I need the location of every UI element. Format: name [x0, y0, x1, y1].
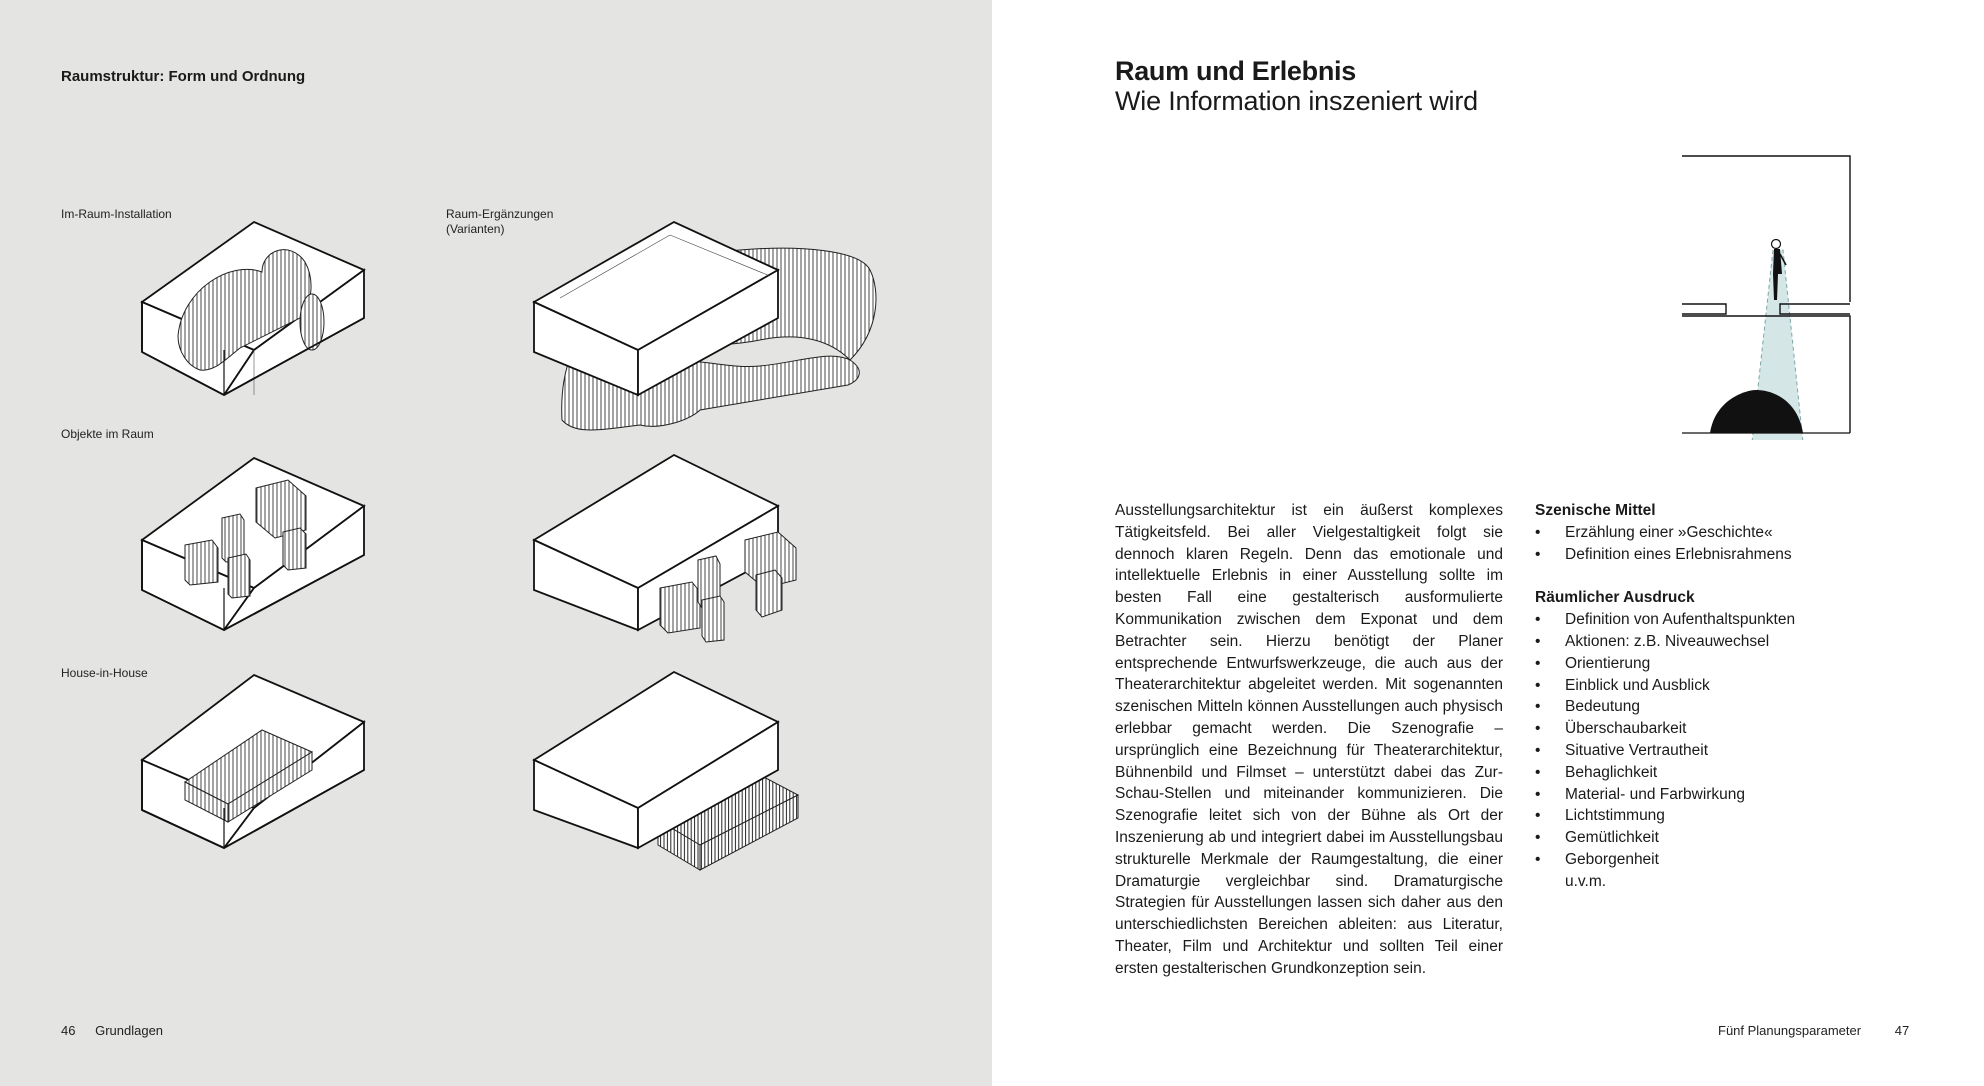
left-footer — [61, 1023, 163, 1038]
list-item: • Material- und Farbwirkung — [1535, 784, 1865, 806]
section-title: Raumstruktur: Form und Ordnung — [61, 68, 306, 85]
bullet: • — [1535, 523, 1541, 541]
bullet: • — [1535, 807, 1541, 825]
diagram-raum-ergaenzungen — [534, 222, 876, 430]
page-title: Raum und Erlebnis — [1115, 56, 1356, 86]
stage-illustration — [1670, 150, 1870, 440]
body-text: Ausstellungsarchitektur ist ein äußerst komplexes Tätigkeitsfeld. Bei aller Vielgestaltigkeit folgt sie dennoch klaren Regeln. Denn das emotionale und intellektuelle Erlebnis in einer Ausstellung sollte im besten Fall eine gestalterisch ausformulierte Kommunikation zwischen dem Exponat und dem Betrachter sein. Hierzu benötigt der Planer entsprechende Entwurfswerkzeuge, die auch aus der Theaterarchitektur abgeleitet werden. Mit sogenannten szenischen Mitteln können Ausstellungen auch physisch erlebbar gemacht werden. Die Szenografie – ursprünglich eine Bezeichnung für Theaterarchitektur, Bühnenbild und Filmset – unterstützt dabei das Zur-Schau-Stellen und miteinander kommunizieren. Die Szenografie leitet sich von der Bühne als Ort der Inszenierung ab und integriert dabei im Ausstellungsbau strukturelle Merkmale der Raumgestaltung, die einer Dramaturgie vergleichbar sind. Dramaturgische Strategien für Ausstellungen lassen sich daher aus den unterschiedlichsten Bereichen ableiten: aus Literatur, Theater, Film und Architektur und sollten Teil einer ersten gestalterischen Grundkonzeption sein. — [1115, 502, 1503, 977]
bullet: • — [1535, 632, 1541, 650]
bullet: • — [1535, 720, 1541, 738]
diagram-objekte-aussen — [534, 455, 796, 642]
raeumlicher-ausdruck-heading: Räumlicher Ausdruck — [1535, 589, 1695, 607]
bullet: • — [1535, 545, 1541, 563]
diagram-house-in-house — [142, 675, 364, 848]
diagram-volumen-unten — [534, 672, 798, 870]
bullet: • — [1535, 829, 1541, 847]
diagram-im-raum-installation — [142, 222, 364, 395]
label-im-raum-installation: Im-Raum-Installation — [61, 207, 172, 221]
sidebar — [1535, 500, 1865, 893]
list-item: • Gemütlichkeit — [1535, 827, 1865, 849]
list-item: • Geborgenheit — [1535, 849, 1865, 871]
bullet: • — [1535, 698, 1541, 716]
list-item: • Orientierung — [1535, 653, 1865, 675]
label-raum-ergaenzungen-line2: (Varianten) — [446, 222, 505, 236]
szenische-mittel-list — [1535, 522, 1865, 566]
sidebar-tail: u.v.m. — [1565, 872, 1607, 890]
label-objekte-im-raum: Objekte im Raum — [61, 427, 154, 441]
right-chapter: Fünf Planungsparameter — [1718, 1023, 1862, 1038]
list-item: • Definition von Aufenthaltspunkten — [1535, 609, 1865, 631]
list-item: • Definition eines Erlebnisrahmens — [1535, 544, 1865, 566]
list-item: • Erzählung einer »Geschichte« — [1535, 522, 1865, 544]
list-item: • Bedeutung — [1535, 696, 1865, 718]
list-item: • Einblick und Ausblick — [1535, 675, 1865, 697]
bullet: • — [1535, 850, 1541, 868]
list-item: • Behaglichkeit — [1535, 762, 1865, 784]
list-item: • Aktionen: z.B. Niveauwechsel — [1535, 631, 1865, 653]
bullet: • — [1535, 763, 1541, 781]
bullet: • — [1535, 611, 1541, 629]
bullet: • — [1535, 741, 1541, 759]
list-item: • Überschaubarkeit — [1535, 718, 1865, 740]
list-item: • Lichtstimmung — [1535, 805, 1865, 827]
label-raum-ergaenzungen-line1: Raum-Ergänzungen — [446, 207, 554, 221]
diagram-objekte-im-raum — [142, 458, 364, 630]
list-item: • Situative Vertrautheit — [1535, 740, 1865, 762]
bullet: • — [1535, 676, 1541, 694]
page-subtitle: Wie Information inszeniert wird — [1115, 86, 1478, 116]
right-footer — [1718, 1023, 1909, 1038]
label-house-in-house: House-in-House — [61, 666, 148, 680]
szenische-mittel-heading: Szenische Mittel — [1535, 502, 1656, 519]
bullet: • — [1535, 654, 1541, 672]
right-page-number: 47 — [1894, 1023, 1910, 1038]
left-chapter: Grundlagen — [95, 1023, 164, 1038]
left-page-number: 46 — [61, 1023, 76, 1038]
raeumlicher-ausdruck-list — [1535, 609, 1865, 871]
bullet: • — [1535, 785, 1541, 803]
